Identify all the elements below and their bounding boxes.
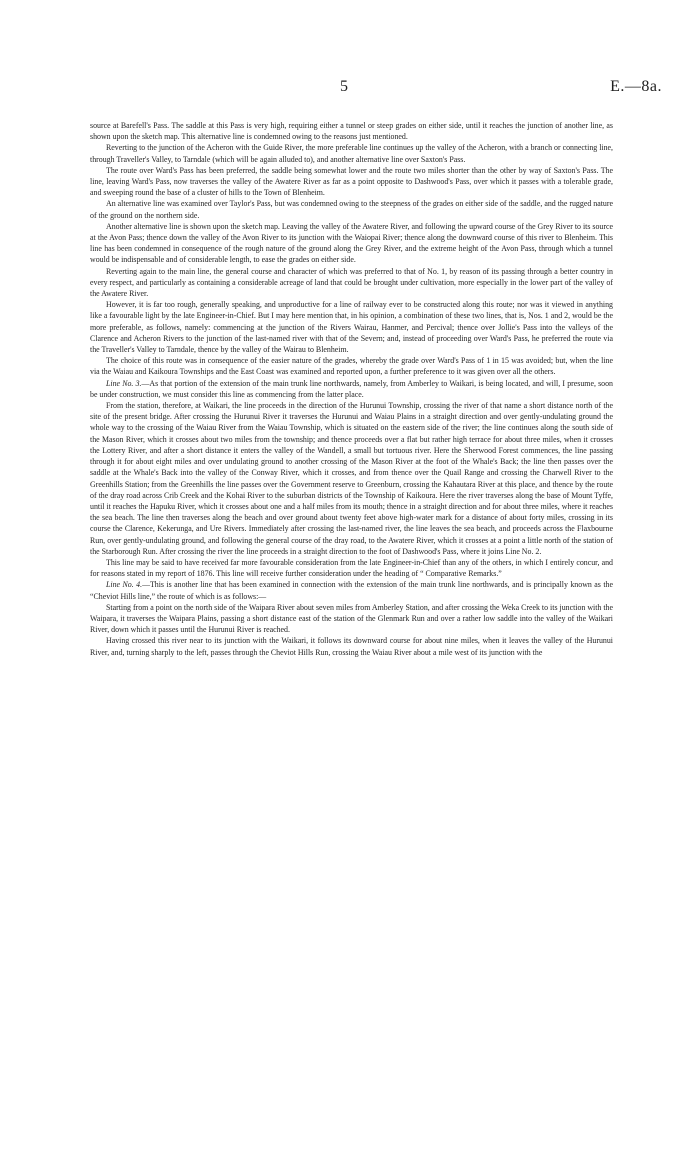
paragraph: The choice of this route was in consequence of the easier nature of the grades, whereby the grade over Ward's Pass of 1 in 15 was avoided; but, when the line via the Waiau and Kaikoura Townships and the East Coast was examined and reported upon, a further preference to it was given over all the others. — [90, 356, 613, 377]
series-code: E.—8a. — [610, 78, 662, 95]
paragraph-line-3: Line No. 3.—As that portion of the extension of the main trunk line northwards, namely, from Amberley to Waikari, is being located, and will, I presume, soon be under construction, we must consider this line as commencing from the latter place. — [90, 378, 613, 399]
page-number: 5 — [340, 78, 348, 95]
paragraph: Another alternative line is shown upon the sketch map. Leaving the valley of the Awatere River, and following the upward course of the Grey River to its source at the Avon Pass; thence down the valley of the Avon River to its junction with the Waiopai River; thence along the downward course of this river to Blenheim. This line has been condemned in consequence of the rough nature of the ground along the Grey River, and the extreme height of the Avon Pass, through which a tunnel would be indispensable and of considerable length, to ease the grades on either side. — [90, 221, 613, 265]
paragraph: From the station, therefore, at Waikari, the line proceeds in the direction of the Hurunui Township, crossing the river of that name a short distance north of the site of the present bridge. After crossing the Hurunui River it traverses the Hurunui and Waiau Plains in a straight direction and over gently-undulating ground the whole way to the crossing of the Waiau River from the Waiau Township, which is situated on the eastern side of the river; the line continues along the south side of the Mason River, which it crosses about two miles from the township; and thence proceeds over a flat but rather high terrace for about three miles, when it crosses the Lottery River, and after a short distance it enters the valley of the Wandell, a small but tortuous river. Here the Sherwood Forest commences, the line passing through it for about eight miles and over undulating ground to another crossing of the Mason River at the foot of the Whale's Back; the line then passes over the saddle at the Whale's Back into the valley of the Conway River, which it crosses, and from thence over the Quail Range and crossing the Charwell River to the Greenhills Station; from the Greenhills the line passes over the Government reserve to Greenburn, crossing the Kahautara River at this place, and thence by the route of the dray road across Crib Creek and the Kohai River to the suburban districts of the Township of Kaikoura. Here the river traverses along the base of Mount Tyffe, until it reaches the Hapuku River, which it crosses about one and a half miles from its mouth; thence in a straight direction and for about three miles, where it reaches the sea beach. The line then traverses along the beach and over ground about twenty feet above high-water mark for a distance of about forty miles, crossing in its course the Clarence, Kekerunga, and Ure Rivers. Immediately after crossing the last-named river, the line leaves the sea beach, and proceeds across the Flaxbourne Run, over gently-undulating ground, and following the general course of the dray road, to the Awatere River, which it crosses at a point a little north of the station of the Starborough Run. After crossing the river the line proceeds in a straight direction to the foot of Dashwood's Pass, where it joins Line No. 2. — [90, 401, 613, 556]
paragraph: However, it is far too rough, generally speaking, and unproductive for a line of railway ever to be constructed along this route; nor was it viewed in anything like a favourable light by the late Engineer-in-Chief. But I may here mention that, in his opinion, a combination of these two lines, that is, Nos. 1 and 2, would be the more preferable, as follows, namely: commencing at the junction of the Rivers Wairau, Hanmer, and Percival; thence over Jollie's Pass into the valleys of the Clarence and Acheron Rivers to the junction of the last-named river with that of the Severn; and, instead of proceeding over Ward's Pass, he preferred the route via the Traveller's Valley to Tarndale, thence by the valley of the Wairau to Blenheim. — [90, 300, 613, 355]
paragraph-line-4: Line No. 4.—This is another line that has been examined in connection with the extension of the main trunk line northwards, and is principally known as the “Cheviot Hills line,” the route of which is as follows:— — [90, 580, 613, 601]
paragraph: Reverting again to the main line, the general course and character of which was preferred to that of No. 1, by reason of its passing through a better country in every respect, and particularly as containing a considerable acreage of land that could be brought under cultivation, more especially in the lower part of the valley of the Awatere River. — [90, 266, 613, 299]
body-text — [90, 120, 613, 1120]
paragraph: Reverting to the junction of the Acheron with the Guide River, the more preferable line continues up the valley of the Acheron, with a branch or connecting line, through Traveller's Valley, to Tarndale (which will be again alluded to), and another alternative line over Saxton's Pass. — [90, 143, 613, 164]
line-label: Line No. 3. — [106, 378, 142, 388]
paragraph: The route over Ward's Pass has been preferred, the saddle being somewhat lower and the route two miles shorter than the other by way of Saxton's Pass. The line, leaving Ward's Pass, now traverses the valley of the Awatere River as far as a point opposite to Dashwood's Pass, over which it passes with a tolerable grade, and sweeping round the base of a cluster of hills to the Town of Blenheim. — [90, 165, 613, 198]
page-header — [0, 78, 700, 102]
paragraph: Having crossed this river near to its junction with the Waikari, it follows its downward course for about nine miles, when it leaves the valley of the Hurunui River, and, turning sharply to the left, passes through the Cheviot Hills Run, crossing the Waiau River about a mile west of its junction with the — [90, 636, 613, 657]
paragraph: source at Barefell's Pass. The saddle at this Pass is very high, requiring either a tunnel or steep grades on either side, until it reaches the junction of another line, as shown upon the sketch map. This alternative line is condemned owing to the reasons just mentioned. — [90, 121, 613, 142]
paragraph: This line may be said to have received far more favourable consideration from the late Engineer-in-Chief than any of the others, in which I entirely concur, and for reasons stated in my report of 1876. This line will receive further consideration under the heading of “ Comparative Remarks.” — [90, 557, 613, 579]
paragraph: Starting from a point on the north side of the Waipara River about seven miles from Amberley Station, and after crossing the Weka Creek to its junction with the Waipara, it traverses the Waipara Plains, passing a short distance east of the station of the Glenmark Run and over a rather low saddle into the valley of the Waikari River, down which it passes until the Hurunui River is reached. — [90, 602, 613, 635]
paragraph: An alternative line was examined over Taylor's Pass, but was condemned owing to the steepness of the grades on either side of the saddle, and the rugged nature of the ground on the northern side. — [90, 199, 613, 220]
line-label: Line No. 4. — [106, 580, 143, 590]
